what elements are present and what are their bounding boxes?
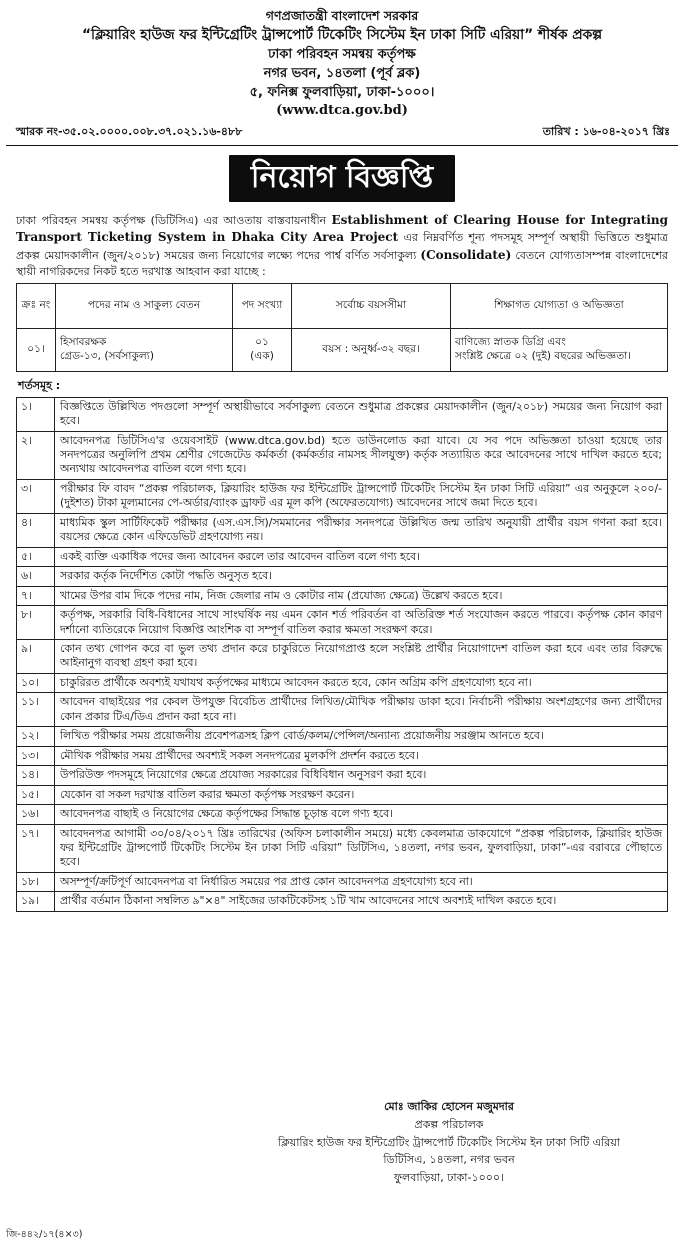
divider [6, 145, 678, 146]
notice-title: নিয়োগ বিজ্ঞপ্তি [229, 155, 455, 203]
building-address: নগর ভবন, ১৪তলা (পূর্ব ব্লক) [263, 65, 421, 81]
authority-name: ঢাকা পরিবহন সমন্বয় কর্তৃপক্ষ [268, 46, 416, 62]
condition-text: সরকার কর্তৃক নির্দেশিত কোটা পদ্ধতি অনুসৃত হবে। [55, 567, 668, 586]
title-wrap [0, 155, 684, 203]
condition-text: প্রার্থীর বর্তমান ঠিকানা সম্বলিত ৯"×৪" সাইজের ডাকটিকেটসহ ১টি খাম আবেদনের সাথে অবশ্যই দাখিল করতে হবে। [55, 892, 668, 911]
condition-row [17, 824, 668, 872]
post-table-header-row [17, 284, 668, 329]
conditions-table [16, 397, 668, 912]
condition-text: আবেদনপত্র বাছাই ও নিয়োগের ক্ষেত্রে কর্তৃপক্ষের সিদ্ধান্ত চূড়ান্ত বলে গণ্য হবে। [55, 805, 668, 824]
condition-text: মাধ্যমিক স্কুল সার্টিফিকেট পরীক্ষার (এস.এস.সি)/সমমানের পরীক্ষার সনদপত্রে উল্লিখিত জন্ম তারিখ অনুযায়ী প্রার্থীর বয়স গণনা করা হবে। বয়সের ক্ষেত্রে কোন এফিডেভিট গ্রহণযোগ্য নয়। [55, 513, 668, 547]
condition-number: ৭। [17, 586, 55, 605]
cell-qualification [451, 329, 668, 372]
condition-number: ১। [17, 397, 55, 431]
memo-date: তারিখ : ১৬-০৪-২০১৭ খ্রিঃ [542, 125, 670, 139]
condition-number: ১৬। [17, 805, 55, 824]
cell-count [233, 329, 292, 372]
condition-row [17, 567, 668, 586]
cell-serial: ০১। [17, 329, 56, 372]
memo-row [16, 125, 670, 140]
condition-number: ৪। [17, 513, 55, 547]
condition-text: আবেদনপত্র আগামী ৩০/০৪/২০১৭ খ্রিঃ তারিখের (অফিস চলাকালীন সময়ে) মধ্যে কেবলমাত্র ডাকযোগে “প্রকল্প পরিচালক, ক্লিয়ারিং হাউজ ফর ইন্টিগ্রেটিং ট্রান্সপোর্ট টিকেটিং সিস্টেম ইন ঢাকা সিটি এরিয়া” ডিটিসিএ, ১৪তলা, নগর ভবন, ফুলবাড়িয়া, ঢাকা”-এর বরাবরে পৌছাতে হবে। [55, 824, 668, 872]
condition-number: ২। [17, 431, 55, 479]
condition-text: আবেদন বাছাইয়ের পর কেবল উপযুক্ত বিবেচিত প্রার্থীদের লিখিত/মৌখিক পরীক্ষায় ডাকা হবে। নির্বাচনী পরীক্ষায় অংশগ্রহণের জন্য প্রার্থীদের কোন প্রকার টিএ/ডিএ প্রদান করা হবে না। [55, 693, 668, 727]
condition-number: ১০। [17, 673, 55, 692]
condition-row [17, 766, 668, 785]
condition-number: ১৮। [17, 872, 55, 891]
condition-number: ১৫। [17, 785, 55, 804]
condition-number: ৮। [17, 606, 55, 640]
intro-paragraph [16, 212, 668, 279]
cell-age: বয়স : অনুর্ধ্ব-৩২ বছর। [292, 329, 451, 372]
footer-reference: জি-৪৪২/১৭(৪×৩) [6, 1229, 83, 1240]
intro-part-3: বেতনে যোগ্যতাসম্পন্ন বাংলাদেশের স্থায়ী নাগরিকদের নিকট হতে দরখাস্ত আহবান করা যাচ্ছে : [16, 248, 668, 278]
condition-row [17, 431, 668, 479]
condition-number: ১১। [17, 693, 55, 727]
condition-row [17, 397, 668, 431]
col-qualification: শিক্ষাগত যোগ্যতা ও অভিজ্ঞতা [451, 284, 668, 329]
condition-number: ৯। [17, 640, 55, 674]
cell-post [56, 329, 233, 372]
signatory-city: ফুলবাড়িয়া, ঢাকা-১০০০। [393, 1171, 504, 1185]
condition-number: ১৭। [17, 824, 55, 872]
intro-project-name-en: Establishment of Clearing House for Integrating Transport Ticketing System in Dhaka City Area Project [16, 213, 668, 245]
postal-address: ৫, ফনিক্স ফুলবাড়িয়া, ঢাকা-১০০০। [249, 85, 435, 101]
condition-row [17, 693, 668, 727]
condition-number: ১৪। [17, 766, 55, 785]
condition-text: উপরিউক্ত পদসমূহে নিয়োগের ক্ষেত্রে প্রযোজ্য সরকারের বিধিবিধান অনুসরণ করা হবে। [55, 766, 668, 785]
condition-row [17, 785, 668, 804]
post-name: হিসাবরক্ষক [60, 336, 107, 349]
condition-row [17, 606, 668, 640]
post-grade: গ্রেড-১৩, (সর্বসাকুল্য) [60, 350, 154, 363]
signatory-office: ডিটিসিএ, ১৪তলা, নগর ভবন [383, 1153, 515, 1167]
condition-text: কর্তৃপক্ষ, সরকারি বিধি-বিধানের সাথে সাংঘর্ষিক নয় এমন কোন শর্ত পরিবর্তন বা অতিরিক্ত শর্ত সংযোজন করতে পারবে। কর্তৃপক্ষ কোন কারণ দর্শানো ব্যতিরেকে নিয়োগ বিজ্ঞপ্তি আংশিক বা সম্পূর্ণ বাতিল করার ক্ষমতা সংরক্ষণ করে। [55, 606, 668, 640]
col-count: পদ সংখ্যা [233, 284, 292, 329]
condition-number: ৬। [17, 567, 55, 586]
signatory-project: ক্লিয়ারিং হাউজ ফর ইন্টিগ্রেটিং ট্রান্সপোর্ট টিকেটিং সিস্টেম ইন ঢাকা সিটি এরিয়া [277, 1135, 620, 1149]
condition-text: অসম্পূর্ণ/ক্রটিপূর্ণ আবেদনপত্র বা নির্ধারিত সময়ের পর প্রাপ্ত কোন আবেদনপত্র গ্রহণযোগ্য হবে না। [55, 872, 668, 891]
intro-part-1: ঢাকা পরিবহন সমন্বয় কর্তৃপক্ষ (ডিটিসিএ) এর আওতায় বাস্তবায়নাধীন [16, 214, 327, 228]
intro-consolidate: (Consolidate) [420, 247, 512, 262]
post-count: ০১ [255, 336, 269, 349]
condition-text: মৌখিক পরীক্ষার সময় প্রার্থীদের অবশ্যই সকল সনদপত্রের মূলকপি প্রদর্শন করতে হবে। [55, 746, 668, 765]
signatory-name: মোঃ জাকির হোসেন মজুমদার [384, 1100, 514, 1113]
conditions-heading: শর্তসমূহ : [18, 379, 61, 393]
signatory-designation: প্রকল্প পরিচালক [414, 1117, 484, 1131]
condition-number: ৫। [17, 547, 55, 566]
memo-number: স্মারক নং-৩৫.০২.০০০০.০০৮.৩৭.০২১.১৬-৪৮৮ [16, 125, 243, 139]
condition-number: ১৩। [17, 746, 55, 765]
col-age: সর্বোচ্চ বয়সসীমা [292, 284, 451, 329]
condition-text: লিখিত পরীক্ষার সময় প্রয়োজনীয় প্রবেশপত্রসহ ক্লিপ বোর্ড/কলম/পেন্সিল/অন্যান্য প্রয়োজনীয় সরঞ্জাম আনতে হবে। [55, 727, 668, 746]
conditions-list [17, 397, 668, 911]
condition-text: চাকুরিরত প্রার্থীকে অবশ্যই যথাযথ কর্তৃপক্ষের মাধ্যমে আবেদন করতে হবে, কোন অগ্রিম কপি গ্রহণযোগ্য হবে না। [55, 673, 668, 692]
signature-block [230, 1098, 668, 1187]
website-link[interactable]: (www.dtca.gov.bd) [276, 103, 408, 119]
post-table [16, 283, 668, 372]
col-serial: ক্রঃ নং [17, 284, 56, 329]
condition-row [17, 479, 668, 513]
post-count-words: (এক) [250, 350, 274, 363]
condition-number: ৩। [17, 479, 55, 513]
condition-text: খামের উপর বাম দিকে পদের নাম, নিজ জেলার নাম ও কোটার নাম (প্রযোজ্য ক্ষেত্রে) উল্লেখ করতে হবে। [55, 586, 668, 605]
condition-row [17, 805, 668, 824]
condition-text: কোন তথ্য গোপন করে বা ভুল তথ্য প্রদান করে চাকুরিতে নিয়োগপ্রাপ্ত হলে সংশ্লিষ্ট প্রার্থীর নিয়োগাদেশ বাতিল করা হবে এবং তার বিরুদ্ধে আইনানুগ ব্যবস্থা গ্রহণ করা হবে। [55, 640, 668, 674]
condition-number: ১৯। [17, 892, 55, 911]
intro-part-2: এর নিম্নবর্ণিত শূন্য পদসমূহ সম্পূর্ণ অস্থায়ী ভিত্তিতে শুধুমাত্র প্রকল্প মেয়াদকালীন (জুন/২০১৮) সময়ের জন্য নিয়োগের লক্ষ্যে পদের পার্শ্ব বর্ণিত সর্বসাকুল্য [16, 231, 669, 262]
condition-row [17, 673, 668, 692]
condition-text: একই ব্যক্তি একাধিক পদের জন্য আবেদন করলে তার আবেদন বাতিল বলে গণ্য হবে। [55, 547, 668, 566]
qualification-line-1: বাণিজ্যে স্নাতক ডিগ্রি এবং [455, 336, 566, 349]
government-name: গণপ্রজাতন্ত্রী বাংলাদেশ সরকার [265, 8, 419, 23]
condition-row [17, 746, 668, 765]
letterhead [0, 0, 684, 119]
condition-text: যেকোন বা সকল দরখাস্ত বাতিল করার ক্ষমতা কর্তৃপক্ষ সংরক্ষণ করেন। [55, 785, 668, 804]
condition-row [17, 547, 668, 566]
condition-row [17, 513, 668, 547]
condition-text: বিজ্ঞপ্তিতে উল্লিখিত পদগুলো সম্পূর্ণ অস্থায়ীভাবে সর্বসাকুল্য বেতনে শুধুমাত্র প্রকল্পের মেয়াদকালীন (জুন/২০১৮) সময়ের জন্য নিয়োগ করা হবে। [55, 397, 668, 431]
qualification-line-2: সংশ্লিষ্ট ক্ষেত্রে ০২ (দুই) বছরের অভিজ্ঞতা। [455, 350, 632, 363]
condition-text: পরীক্ষার ফি বাবদ “প্রকল্প পরিচালক, ক্লিয়ারিং হাউজ ফর ইন্টিগ্রেটিং ট্রান্সপোর্ট টিকেটিং সিস্টেম ইন ঢাকা সিটি এরিয়া” এর অনুকূলে ২০০/- (দুইশত) টাকা মূল্যমানের পে-অর্ডার/ব্যাংক ড্রাফট এর মূল কপি (অফেরতযোগ্য) আবেদনের সাথে জমা দিতে হবে। [55, 479, 668, 513]
table-row [17, 329, 668, 372]
condition-row [17, 586, 668, 605]
condition-row [17, 892, 668, 911]
condition-row [17, 872, 668, 891]
col-post-name: পদের নাম ও সাকুল্য বেতন [56, 284, 233, 329]
condition-row [17, 640, 668, 674]
project-title: “ক্লিয়ারিং হাউজ ফর ইন্টিগ্রেটিং ট্রান্সপোর্ট টিকেটিং সিস্টেম ইন ঢাকা সিটি এরিয়া” শীর্ষক প্রকল্প [81, 26, 603, 43]
condition-number: ১২। [17, 727, 55, 746]
condition-text: আবেদনপত্র ডিটিসিএ'র ওয়েবসাইট (www.dtca.gov.bd) হতে ডাউনলোড করা যাবে। যে সব পদে অভিজ্ঞতা চাওয়া হয়েছে তার সনদপত্রের অনুলিপি প্রথম শ্রেণীর গেজেটেড কর্মকর্তা (কর্মকর্তার নামসহ সীলযুক্ত) কর্তৃক সত্যায়িত করে আবেদনের সাথে দাখিল করতে হবে; অন্যথায় আবেদনপত্র বাতিল বলে গণ্য হবে। [55, 431, 668, 479]
condition-row [17, 727, 668, 746]
